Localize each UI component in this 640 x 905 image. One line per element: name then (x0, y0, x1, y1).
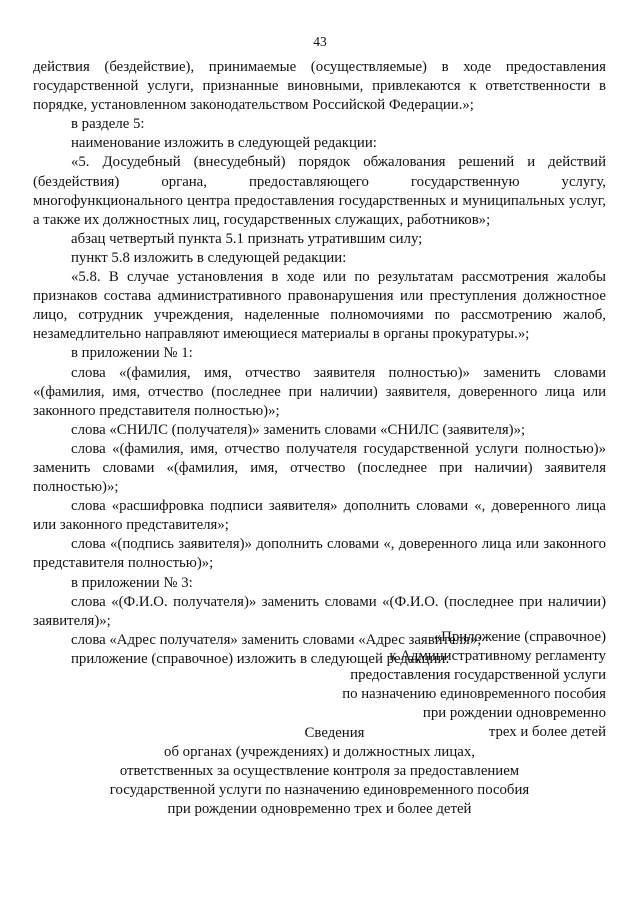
paragraph: наименование изложить в следующей редакции: (71, 135, 377, 152)
body-text (33, 58, 606, 669)
paragraph: слова «(Ф.И.О. получателя)» заменить словами «(Ф.И.О. (последнее при наличии) заявителя)»; (33, 593, 606, 629)
appendix-line: по назначению единовременного пособия (342, 686, 606, 703)
paragraph: слова «расшифровка подписи заявителя» дополнить словами «, доверенного лица или законного представителя»; (33, 498, 606, 534)
page-number: 43 (313, 34, 327, 49)
appendix-line: трех и более детей (488, 724, 606, 741)
section-subheading-line: при рождении одновременно трех и более детей (167, 801, 472, 818)
appendix-line: «Приложение (справочное) (433, 629, 606, 645)
section-heading: Сведения (304, 725, 365, 741)
paragraph: в разделе 5: (71, 116, 145, 133)
section-subheading-line: ответственных за осуществление контроля за предоставлением (119, 763, 520, 780)
paragraph: абзац четвертый пункта 5.1 признать утратившим силу; (71, 230, 423, 247)
paragraph: пункт 5.8 изложить в следующей редакции: (71, 249, 347, 266)
appendix-line: предоставления государственной услуги (350, 667, 606, 684)
paragraph: «5.8. В случае установления в ходе или по результатам рассмотрения жалобы признаков состава административного правонарушения или преступления должностное лицо, сотрудник учреждения, наделенные полномочиями по рассмотрению жалоб, незамедлительно направляют имеющиеся материалы в органы прокуратуры.»; (33, 269, 606, 343)
section-subheading-line: государственной услуги по назначению единовременного пособия (109, 782, 530, 799)
paragraph: в приложении № 3: (71, 574, 193, 591)
paragraph: слова «(подпись заявителя)» дополнить словами «, доверенного лица или законного представителя полностью)»; (33, 536, 606, 572)
paragraph: слова «Адрес получателя» заменить словами «Адрес заявителя»; (71, 631, 482, 648)
section-title-block (33, 724, 606, 819)
appendix-line: при рождении одновременно (422, 705, 606, 722)
paragraph: «5. Досудебный (внесудебный) порядок обжалования решений и действий (бездействия) органа, предоставляющего государственную услугу, многофункционального центра предоставления государственных и муниципальных услуг, а также их должностных лиц, государственных служащих, работников»; (33, 154, 606, 228)
paragraph: приложение (справочное) изложить в следующей редакции: (71, 650, 450, 667)
paragraph: слова «(фамилия, имя, отчество заявителя полностью)» заменить словами «(фамилия, имя, отчество (последнее при наличии) заявителя, доверенного лица или законного представителя полностью)»; (33, 364, 606, 419)
paragraph: слова «СНИЛС (получателя)» заменить словами «СНИЛС (заявителя)»; (71, 421, 526, 438)
paragraph: в приложении № 1: (71, 345, 193, 362)
paragraph: действия (бездействие), принимаемые (осуществляемые) в ходе предоставления государственной услуги, признанные виновными, привлекаются к ответственности в порядке, установленном законодательством Российской Федерации.»; (33, 59, 606, 114)
paragraph: слова «(фамилия, имя, отчество получателя государственной услуги полностью)» заменить словами «(фамилия, имя, отчество (последнее при наличии) заявителя полностью)»; (33, 440, 606, 496)
appendix-line: к Административному регламенту (389, 648, 606, 665)
section-subheading-line: об органах (учреждениях) и должностных лицах, (164, 744, 475, 761)
